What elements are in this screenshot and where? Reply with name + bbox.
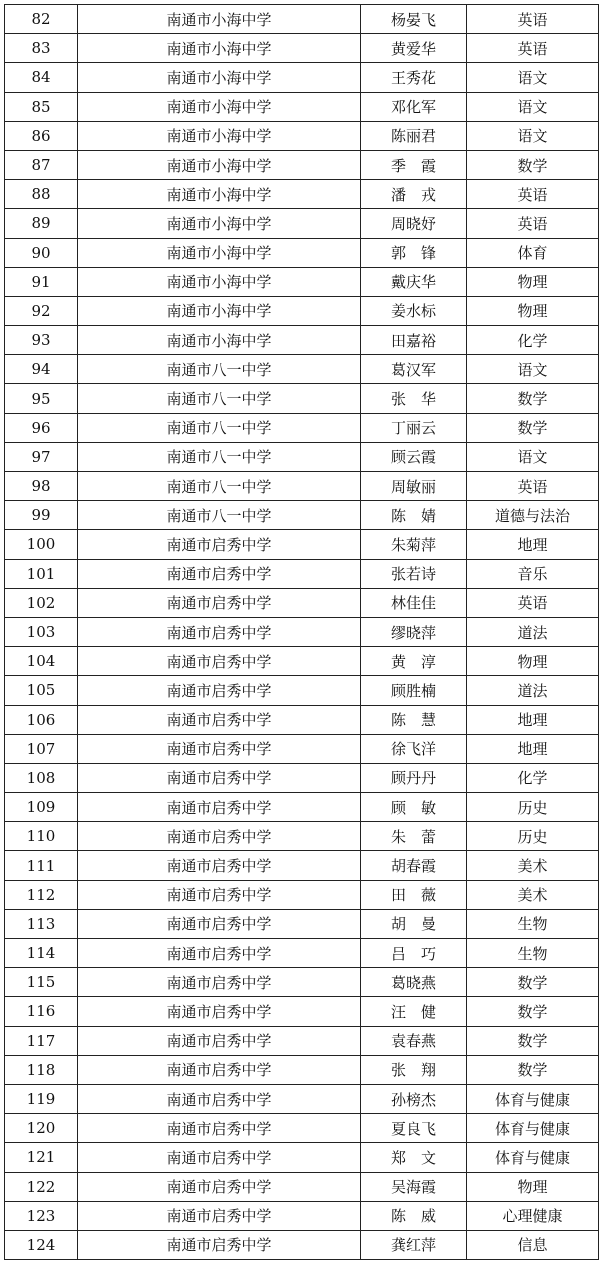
teacher-name-cell: 田 薇 [361,880,467,909]
school-cell: 南通市八一中学 [78,501,361,530]
serial-number-cell: 82 [5,5,78,34]
teacher-name-cell: 朱菊萍 [361,530,467,559]
serial-number-cell: 84 [5,63,78,92]
teacher-name-cell: 周晓妤 [361,209,467,238]
teacher-name-cell: 徐飞洋 [361,734,467,763]
school-cell: 南通市八一中学 [78,472,361,501]
subject-cell: 物理 [467,647,599,676]
serial-number-cell: 89 [5,209,78,238]
teacher-name-cell: 龚红萍 [361,1230,467,1259]
school-cell: 南通市启秀中学 [78,559,361,588]
school-cell: 南通市启秀中学 [78,705,361,734]
table-row [5,442,599,471]
table-row [5,150,599,179]
teacher-name-cell: 郑 文 [361,1143,467,1172]
teacher-name-cell: 顾云霞 [361,442,467,471]
subject-cell: 数学 [467,384,599,413]
table-row [5,121,599,150]
subject-cell: 数学 [467,1055,599,1084]
serial-number-cell: 103 [5,617,78,646]
teacher-name-cell: 孙榜杰 [361,1084,467,1113]
subject-cell: 历史 [467,822,599,851]
table-row [5,705,599,734]
school-cell: 南通市小海中学 [78,34,361,63]
subject-cell: 英语 [467,209,599,238]
serial-number-cell: 85 [5,92,78,121]
serial-number-cell: 104 [5,647,78,676]
subject-cell: 数学 [467,413,599,442]
teacher-name-cell: 林佳佳 [361,588,467,617]
table-row [5,997,599,1026]
teacher-name-cell: 张 翔 [361,1055,467,1084]
teacher-name-cell: 姜水标 [361,296,467,325]
serial-number-cell: 94 [5,355,78,384]
serial-number-cell: 105 [5,676,78,705]
teacher-roster-table [4,4,599,1260]
school-cell: 南通市启秀中学 [78,851,361,880]
school-cell: 南通市启秀中学 [78,909,361,938]
serial-number-cell: 100 [5,530,78,559]
subject-cell: 物理 [467,296,599,325]
teacher-name-cell: 缪晓萍 [361,617,467,646]
serial-number-cell: 83 [5,34,78,63]
subject-cell: 语文 [467,92,599,121]
subject-cell: 地理 [467,734,599,763]
serial-number-cell: 123 [5,1201,78,1230]
school-cell: 南通市启秀中学 [78,822,361,851]
serial-number-cell: 97 [5,442,78,471]
table-row [5,530,599,559]
subject-cell: 物理 [467,1172,599,1201]
school-cell: 南通市启秀中学 [78,734,361,763]
school-cell: 南通市启秀中学 [78,1230,361,1259]
teacher-name-cell: 王秀花 [361,63,467,92]
school-cell: 南通市八一中学 [78,384,361,413]
table-row [5,588,599,617]
teacher-name-cell: 黄 淳 [361,647,467,676]
subject-cell: 体育与健康 [467,1143,599,1172]
table-row [5,296,599,325]
table-row [5,180,599,209]
subject-cell: 道德与法治 [467,501,599,530]
table-row [5,1026,599,1055]
subject-cell: 英语 [467,180,599,209]
table-row [5,763,599,792]
subject-cell: 数学 [467,150,599,179]
serial-number-cell: 99 [5,501,78,530]
school-cell: 南通市启秀中学 [78,647,361,676]
serial-number-cell: 120 [5,1114,78,1143]
teacher-name-cell: 顾胜楠 [361,676,467,705]
serial-number-cell: 96 [5,413,78,442]
subject-cell: 地理 [467,530,599,559]
serial-number-cell: 91 [5,267,78,296]
school-cell: 南通市小海中学 [78,5,361,34]
subject-cell: 英语 [467,472,599,501]
school-cell: 南通市小海中学 [78,209,361,238]
teacher-name-cell: 陈丽君 [361,121,467,150]
school-cell: 南通市启秀中学 [78,676,361,705]
subject-cell: 道法 [467,676,599,705]
serial-number-cell: 110 [5,822,78,851]
table-row [5,1172,599,1201]
table-row [5,968,599,997]
school-cell: 南通市小海中学 [78,296,361,325]
table-row [5,822,599,851]
serial-number-cell: 111 [5,851,78,880]
teacher-name-cell: 戴庆华 [361,267,467,296]
school-cell: 南通市启秀中学 [78,530,361,559]
table-row [5,472,599,501]
serial-number-cell: 101 [5,559,78,588]
school-cell: 南通市小海中学 [78,326,361,355]
subject-cell: 道法 [467,617,599,646]
teacher-name-cell: 潘 戎 [361,180,467,209]
school-cell: 南通市小海中学 [78,92,361,121]
serial-number-cell: 88 [5,180,78,209]
serial-number-cell: 106 [5,705,78,734]
table-row [5,1055,599,1084]
teacher-name-cell: 顾 敏 [361,793,467,822]
table-row [5,92,599,121]
teacher-name-cell: 胡 曼 [361,909,467,938]
subject-cell: 语文 [467,355,599,384]
subject-cell: 地理 [467,705,599,734]
school-cell: 南通市启秀中学 [78,968,361,997]
table-row [5,355,599,384]
teacher-name-cell: 吴海霞 [361,1172,467,1201]
teacher-name-cell: 汪 健 [361,997,467,1026]
serial-number-cell: 124 [5,1230,78,1259]
school-cell: 南通市小海中学 [78,267,361,296]
serial-number-cell: 115 [5,968,78,997]
serial-number-cell: 118 [5,1055,78,1084]
table-row [5,1143,599,1172]
subject-cell: 体育 [467,238,599,267]
serial-number-cell: 109 [5,793,78,822]
subject-cell: 物理 [467,267,599,296]
school-cell: 南通市启秀中学 [78,793,361,822]
table-row [5,793,599,822]
subject-cell: 化学 [467,763,599,792]
serial-number-cell: 107 [5,734,78,763]
serial-number-cell: 112 [5,880,78,909]
school-cell: 南通市启秀中学 [78,1201,361,1230]
teacher-name-cell: 葛晓燕 [361,968,467,997]
table-row [5,5,599,34]
subject-cell: 心理健康 [467,1201,599,1230]
table-row [5,734,599,763]
school-cell: 南通市八一中学 [78,442,361,471]
school-cell: 南通市启秀中学 [78,588,361,617]
teacher-name-cell: 张若诗 [361,559,467,588]
serial-number-cell: 95 [5,384,78,413]
subject-cell: 体育与健康 [467,1114,599,1143]
teacher-name-cell: 杨晏飞 [361,5,467,34]
school-cell: 南通市小海中学 [78,180,361,209]
teacher-name-cell: 陈 威 [361,1201,467,1230]
table-row [5,559,599,588]
serial-number-cell: 93 [5,326,78,355]
serial-number-cell: 108 [5,763,78,792]
subject-cell: 语文 [467,63,599,92]
school-cell: 南通市启秀中学 [78,880,361,909]
subject-cell: 美术 [467,880,599,909]
table-row [5,676,599,705]
teacher-name-cell: 邓化军 [361,92,467,121]
serial-number-cell: 117 [5,1026,78,1055]
teacher-name-cell: 陈 婧 [361,501,467,530]
subject-cell: 数学 [467,997,599,1026]
table-row [5,209,599,238]
table-row [5,384,599,413]
teacher-name-cell: 吕 巧 [361,939,467,968]
subject-cell: 语文 [467,121,599,150]
school-cell: 南通市启秀中学 [78,1055,361,1084]
teacher-name-cell: 张 华 [361,384,467,413]
subject-cell: 英语 [467,34,599,63]
school-cell: 南通市小海中学 [78,238,361,267]
school-cell: 南通市启秀中学 [78,1114,361,1143]
subject-cell: 生物 [467,909,599,938]
school-cell: 南通市小海中学 [78,63,361,92]
teacher-name-cell: 季 霞 [361,150,467,179]
teacher-name-cell: 周敏丽 [361,472,467,501]
teacher-name-cell: 袁春燕 [361,1026,467,1055]
subject-cell: 历史 [467,793,599,822]
table-row [5,617,599,646]
subject-cell: 信息 [467,1230,599,1259]
teacher-name-cell: 田嘉裕 [361,326,467,355]
serial-number-cell: 114 [5,939,78,968]
school-cell: 南通市启秀中学 [78,939,361,968]
school-cell: 南通市启秀中学 [78,1026,361,1055]
table-row [5,267,599,296]
table-row [5,326,599,355]
school-cell: 南通市启秀中学 [78,1172,361,1201]
table-row [5,63,599,92]
table-row [5,909,599,938]
teacher-name-cell: 胡春霞 [361,851,467,880]
teacher-name-cell: 夏良飞 [361,1114,467,1143]
teacher-name-cell: 丁丽云 [361,413,467,442]
serial-number-cell: 113 [5,909,78,938]
serial-number-cell: 87 [5,150,78,179]
subject-cell: 语文 [467,442,599,471]
table-row [5,939,599,968]
serial-number-cell: 122 [5,1172,78,1201]
serial-number-cell: 86 [5,121,78,150]
serial-number-cell: 92 [5,296,78,325]
table-row [5,1084,599,1113]
subject-cell: 生物 [467,939,599,968]
teacher-name-cell: 陈 慧 [361,705,467,734]
serial-number-cell: 98 [5,472,78,501]
subject-cell: 数学 [467,968,599,997]
subject-cell: 英语 [467,588,599,617]
table-row [5,851,599,880]
subject-cell: 数学 [467,1026,599,1055]
table-row [5,1114,599,1143]
subject-cell: 音乐 [467,559,599,588]
teacher-name-cell: 朱 蕾 [361,822,467,851]
serial-number-cell: 116 [5,997,78,1026]
school-cell: 南通市启秀中学 [78,763,361,792]
table-row [5,413,599,442]
roster-body [5,5,599,1260]
serial-number-cell: 121 [5,1143,78,1172]
table-row [5,1230,599,1259]
table-row [5,1201,599,1230]
school-cell: 南通市启秀中学 [78,617,361,646]
teacher-name-cell: 郭 锋 [361,238,467,267]
subject-cell: 英语 [467,5,599,34]
serial-number-cell: 90 [5,238,78,267]
table-row [5,880,599,909]
teacher-name-cell: 黄爱华 [361,34,467,63]
school-cell: 南通市小海中学 [78,150,361,179]
teacher-name-cell: 顾丹丹 [361,763,467,792]
school-cell: 南通市启秀中学 [78,1084,361,1113]
school-cell: 南通市八一中学 [78,413,361,442]
school-cell: 南通市启秀中学 [78,1143,361,1172]
subject-cell: 化学 [467,326,599,355]
subject-cell: 体育与健康 [467,1084,599,1113]
school-cell: 南通市八一中学 [78,355,361,384]
serial-number-cell: 102 [5,588,78,617]
teacher-name-cell: 葛汉军 [361,355,467,384]
school-cell: 南通市小海中学 [78,121,361,150]
table-row [5,34,599,63]
serial-number-cell: 119 [5,1084,78,1113]
table-row [5,501,599,530]
table-row [5,238,599,267]
subject-cell: 美术 [467,851,599,880]
school-cell: 南通市启秀中学 [78,997,361,1026]
table-row [5,647,599,676]
